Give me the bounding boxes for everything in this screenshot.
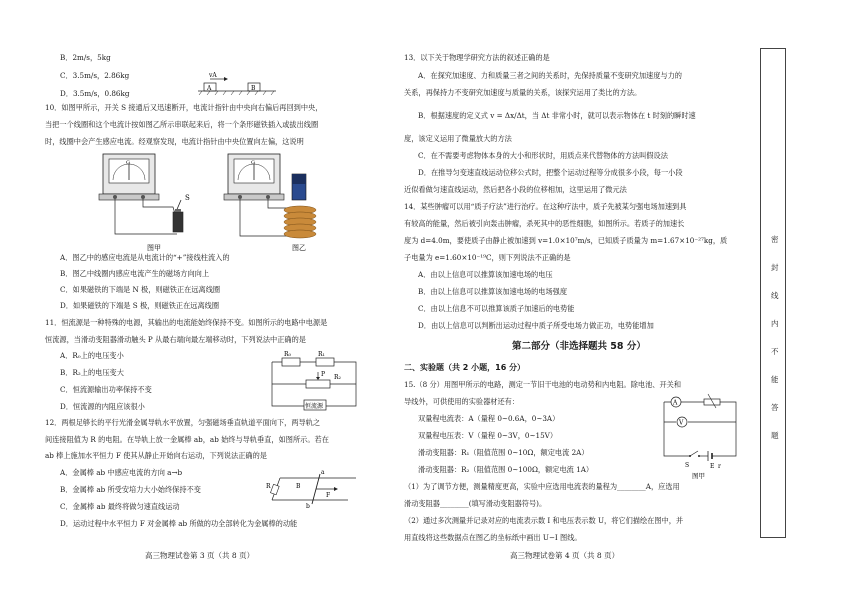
- q13-option-d-1: D．在推导匀变速直线运动位移公式时，把整个运动过程等分成很多小段，每一小段: [418, 168, 683, 177]
- page-3-footer: 高三物理试卷第 3 页（共 8 页）: [145, 551, 255, 560]
- q12-option-a: A．金属棒 ab 中感应电流的方向 a→b: [60, 468, 183, 477]
- q14-option-d: D．由以上信息可以判断出运动过程中质子所受电场力做正功，电势能增加: [418, 321, 654, 330]
- q11-option-b: B．R₂上的电压变大: [60, 368, 124, 377]
- q11-stem-2: 恒流源，当滑动变阻器滑动触头 P 从最右端向最左端移动时，下列说法中正确的是: [45, 335, 306, 344]
- seal-char-5: 不: [771, 347, 779, 356]
- q10-option-d: D．如果磁铁的下端是 S 极，则磁铁正在远离线圈: [60, 301, 220, 310]
- q10-option-a: A．图乙中的感应电流是从电流计的“+”接线柱流入的: [60, 253, 230, 262]
- page-4-footer: 高三物理试卷第 4 页（共 8 页）: [510, 551, 620, 560]
- q15-fig-jia-label: 图甲: [692, 472, 705, 480]
- q12-option-b: B．金属棒 ab 所受安培力大小始终保持不变: [60, 485, 201, 494]
- resistor-r-label: R: [266, 483, 271, 490]
- q12-stem-3: ab 棒上施加水平恒力 F 使其从静止开始向右运动，下列说法正确的是: [45, 451, 267, 460]
- q15-stem-1: 15.（8 分）用图甲所示的电路，测定一节旧干电池的电动势和内电阻。除电池、开关和: [404, 380, 682, 389]
- svg-text:G: G: [251, 160, 255, 166]
- q15-voltmeter: 双量程电压表：V（量程 0~3V，0~15V）: [418, 431, 558, 440]
- q11-option-d: D．恒流源的内阻应该很小: [60, 402, 145, 411]
- q15-rheostat-r2: 滑动变阻器：R₂（阻值范围 0~100Ω，额定电流 1A）: [418, 465, 594, 474]
- q12-stem-1: 12．两根足够长的平行光滑金属导轨水平放置，匀强磁场垂直轨道平面向下，两导轨之: [45, 418, 321, 427]
- switch-s-label: S: [185, 194, 190, 202]
- q13-option-d-2: 近似看做匀速直线运动，然后把各小段的位移相加，这里运用了微元法: [404, 185, 627, 194]
- q13-option-a-2: 关系，再保持力不变研究加速度与质量的关系，该探究运用了类比的方法。: [404, 88, 642, 97]
- q14-option-c: C．由以上信息不可以推算该质子加速后的电势能: [418, 304, 575, 313]
- seal-char-7: 答: [771, 403, 779, 412]
- seal-char-3: 线: [771, 291, 779, 300]
- seal-char-6: 能: [771, 375, 779, 384]
- seal-char-8: 题: [771, 431, 779, 440]
- q9-option-b: B．2m/s，5kg: [60, 53, 111, 62]
- q9-diagram: [198, 74, 278, 98]
- switch-s2-label: S: [685, 462, 690, 469]
- q9-option-d: D．3.5m/s，0.86kg: [60, 89, 130, 98]
- q11-circuit: [270, 352, 360, 412]
- q14-stem-1: 14．某些肿瘤可以用“质子疗法”进行治疗。在这种疗法中，质子先被某匀强电场加速到具: [404, 202, 687, 211]
- q15-part2-1: （2）通过多次测量并记录对应的电流表示数 I 和电压表示数 U，将它们描绘在图中，并: [404, 516, 684, 525]
- ammeter-a-label: A: [673, 399, 678, 407]
- q15-rheostat-r1: 滑动变阻器：R₁（阻值范围 0~10Ω，额定电流 2A）: [418, 448, 589, 457]
- force-f-label: F: [326, 492, 331, 499]
- q15-circuit: [660, 396, 740, 478]
- q13-option-b-2: 度，该定义运用了微量放大的方法: [404, 134, 512, 143]
- q12-option-c: C．金属棒 ab 最终将做匀速直线运动: [60, 502, 180, 511]
- fig-jia-label: 图甲: [147, 244, 161, 252]
- q10-option-b: B．图乙中线圈内感应电流产生的磁场方向向上: [60, 269, 210, 278]
- q10-stem-1: 10．如图甲所示，开关 S 接通后又迅速断开，电流计指针由中央向右偏后再回到中央，: [45, 103, 323, 112]
- q9-option-c: C．3.5m/s，2.86kg: [60, 71, 130, 80]
- q14-stem-3: 度为 d=4.0m，要使质子由静止被加速到 v=1.0×10⁷m/s，已知质子质量为 m=1.67×10⁻²⁷kg，质: [404, 236, 728, 245]
- internal-r-label: r: [718, 463, 721, 470]
- part-two-title: 第二部分（非选择题共 58 分）: [512, 341, 646, 352]
- seal-char-4: 内: [771, 319, 779, 328]
- q10-stem-2: 当把一个线圈和这个电流计按如图乙所示串联起来后，将一个条形磁铁插入或拔出线圈: [45, 120, 319, 129]
- field-b-label: B: [296, 483, 301, 490]
- q10-stem-3: 时，线圈中会产生感应电流。经观察发现，电流计指针由中央位置向左偏，这说明: [45, 137, 304, 146]
- q14-stem-2: 有较高的能量，然后被引向轰击肿瘤，杀死其中的恶性细胞，如图所示。若质子的加速长: [404, 219, 685, 228]
- slider-p-label: P: [321, 371, 326, 378]
- q15-part1-1: （1）为了调节方便，测量精度更高，实验中应选用电流表的量程为________A，应选用: [404, 482, 680, 491]
- q11-option-c: C．恒流源输出功率保持不变: [60, 385, 152, 394]
- va-label: vA: [209, 72, 217, 79]
- emf-e-label: E: [710, 463, 715, 470]
- q11-option-a: A．R₀上的电压变小: [60, 351, 124, 360]
- q13-option-a-1: A．在探究加速度、力和质量三者之间的关系时，先保持质量不变研究加速度与力的: [418, 71, 682, 80]
- q13-option-c: C．在不需要考虑物体本身的大小和形状时，用质点来代替物体的方法叫假设法: [418, 151, 668, 160]
- q12-stem-2: 间连接阻值为 R 的电阻。在导轨上放一金属棒 ab，ab 始终与导轨垂直，如图所示。若在: [45, 435, 329, 444]
- q15-stem-2: 导线外，可供使用的实验器材还有：: [404, 397, 520, 406]
- seal-char-1: 密: [771, 235, 779, 244]
- q11-stem-1: 11．恒流源是一种特殊的电源，其输出的电流能始终保持不变。如图所示的电路中电源是: [45, 318, 328, 327]
- q15-ammeter: 双量程电流表：A（量程 0~0.6A，0~3A）: [418, 414, 560, 423]
- block-a-label: A: [207, 85, 212, 92]
- q15-part1-2: 滑动变阻器________(填写滑动变阻器符号)。: [404, 499, 547, 508]
- section-experiment-heading: 二、实验题（共 2 小题，16 分）: [404, 363, 526, 372]
- figure-yi: [220, 152, 340, 252]
- voltmeter-v-label: V: [679, 419, 684, 427]
- q12-option-d: D．运动过程中水平恒力 F 对金属棒 ab 所做的功全部转化为金属棒的动能: [60, 519, 298, 528]
- r1-label: R₁: [318, 351, 325, 358]
- q14-option-a: A．由以上信息可以推算该加速电场的电压: [418, 270, 553, 279]
- fig-yi-label: 图乙: [292, 244, 306, 252]
- seal-char-2: 封: [771, 263, 779, 272]
- svg-text:G: G: [126, 160, 130, 166]
- r0-label: R₀: [284, 351, 291, 358]
- q10-option-c: C．如果磁铁的下端是 N 极，则磁铁正在远离线圈: [60, 285, 221, 294]
- q14-stem-4: 子电量为 e=1.60×10⁻¹⁹C，则下列说法不正确的是: [404, 253, 571, 262]
- q14-option-b: B．由以上信息可以推算该加速电场的电场强度: [418, 287, 568, 296]
- q13-stem: 13．以下关于物理学研究方法的叙述正确的是: [404, 53, 550, 62]
- constant-source-label: 恒流源: [305, 403, 324, 410]
- q13-option-b-1: B．根据速度的定义式 v = Δx/Δt，当 Δt 非常小时，就可以表示物体在 t 时刻的瞬时速: [418, 111, 696, 120]
- rod-b-label: b: [306, 503, 310, 510]
- r2-label: R₂: [334, 374, 341, 381]
- block-b-label: B: [251, 85, 256, 92]
- rod-a-label: a: [321, 469, 325, 476]
- figure-jia: [95, 152, 205, 252]
- q12-rails-figure: [266, 469, 360, 510]
- q15-part2-2: 用直线将这些数据点在图乙的坐标纸中画出 U−I 图线。: [404, 533, 582, 542]
